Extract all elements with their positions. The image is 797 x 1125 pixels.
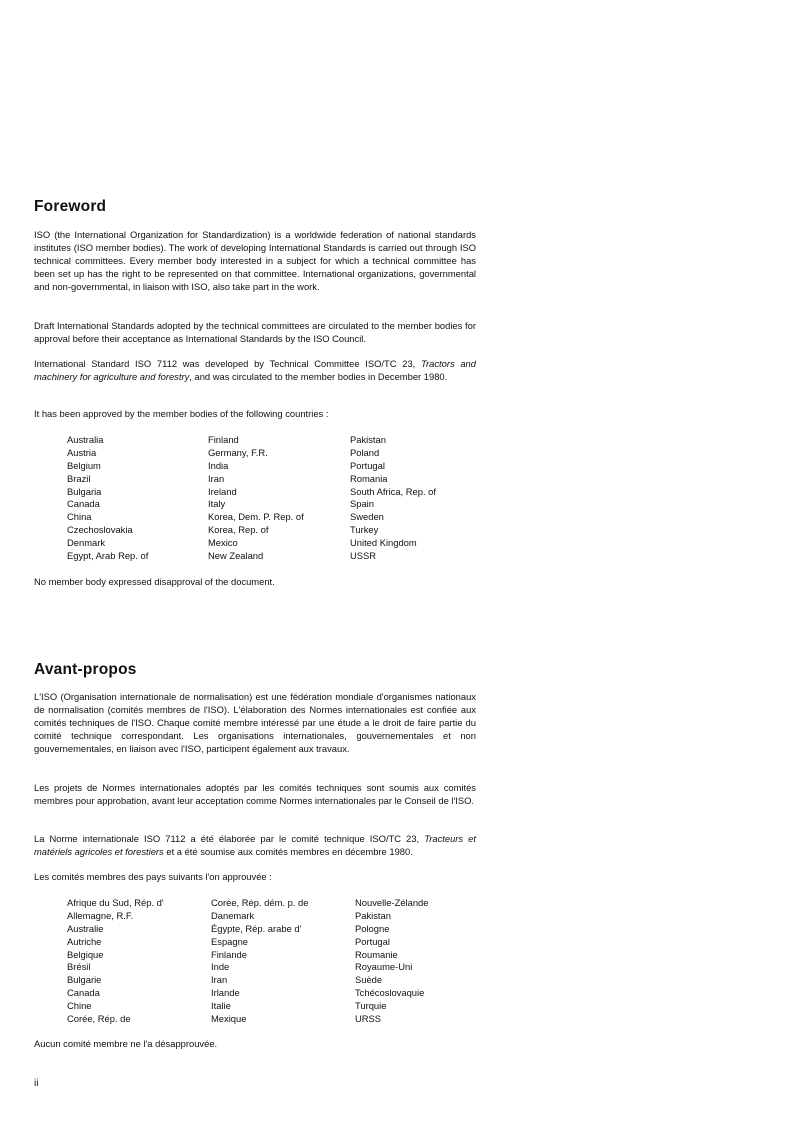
- country-item: Belgium: [67, 459, 101, 471]
- foreword-paragraph-2: Draft International Standards adopted by the technical committees are circulated to the member bodies for approval before their acceptance as International Standards by the ISO Council.: [34, 320, 476, 344]
- country-item: Italy: [208, 498, 226, 510]
- country-item: Turquie: [355, 1000, 387, 1012]
- country-item: Égypte, Rép. arabe d': [211, 922, 302, 934]
- country-item: Brésil: [67, 961, 91, 973]
- country-item: Chine: [67, 1000, 92, 1012]
- country-item: Suède: [355, 974, 383, 986]
- country-item: Tchécoslovaquie: [355, 987, 425, 999]
- foreword-title: Foreword: [34, 198, 107, 215]
- country-item: Korea, Rep. of: [208, 524, 269, 536]
- country-item: Iran: [208, 472, 225, 484]
- country-item: New Zealand: [208, 550, 264, 562]
- country-column: [208, 434, 368, 563]
- country-column: [350, 434, 510, 563]
- avant-propos-paragraph-4: Les comités membres des pays suivants l'on approuvée :: [34, 871, 272, 882]
- country-item: Allemagne, R.F.: [67, 909, 134, 921]
- country-item: URSS: [355, 1013, 382, 1025]
- country-column: [67, 434, 227, 563]
- country-item: Afrique du Sud, Rép. d': [67, 897, 164, 908]
- country-item: Bulgaria: [67, 485, 102, 497]
- country-item: Italie: [211, 1000, 231, 1012]
- avant-propos-paragraph-2: Les projets de Normes internationales adoptés par les comités techniques sont soumis aux comités membres pour approbation, avant leur acceptation comme Normes internationales par le Conseil de l'ISO.: [34, 782, 476, 806]
- foreword-paragraph-1: ISO (the International Organization for Standardization) is a worldwide federation of national standards institutes (ISO member bodies). The work of developing International Standards is carried out through ISO technical committees. Every member body interested in a subject for which a technical committee has been set up has the right to be represented on that committee. International organizations, governmental and non-governmental, in liaison with ISO, also take part in the work.: [34, 229, 476, 292]
- country-column: [211, 897, 371, 1026]
- avant-propos-paragraph-3: La Norme internationale ISO 7112 a été élaborée par le comité technique ISO/TC 23, Tracteurs et matériels agricoles et forestiers et a été soumise aux comités membres en décembre 1980.: [34, 833, 476, 857]
- avant-propos-paragraph-1: L'ISO (Organisation internationale de normalisation) est une fédération mondiale d'organismes nationaux de normalisation (comités membres de l'ISO). L'élaboration des Normes internationales est confiée aux comités techniques de l'ISO. Chaque comité membre intéressé par une étude a le droit de faire partie du comité technique correspondant. Les organisations internationales, gouvernementales et non gouvernementales, en liaison avec l'ISO, participent également aux travaux.: [34, 691, 476, 754]
- country-item: Autriche: [67, 935, 102, 947]
- country-item: Espagne: [211, 935, 249, 947]
- country-item: Pakistan: [355, 909, 391, 921]
- avant-propos-title: Avant-propos: [34, 661, 137, 678]
- country-item: Sweden: [350, 511, 384, 523]
- country-item: Pologne: [355, 922, 390, 934]
- country-item: Ireland: [208, 485, 237, 497]
- country-item: Australia: [67, 434, 104, 445]
- country-item: Iran: [211, 974, 228, 986]
- country-item: Turkey: [350, 524, 379, 536]
- country-item: Germany, F.R.: [208, 446, 268, 458]
- country-item: Canada: [67, 987, 100, 999]
- country-item: United Kingdom: [350, 537, 417, 549]
- country-item: South Africa, Rep. of: [350, 485, 436, 497]
- country-column: [67, 897, 227, 1026]
- foreword-paragraph-4: It has been approved by the member bodies of the following countries :: [34, 408, 329, 419]
- country-item: Bulgarie: [67, 974, 102, 986]
- foreword-paragraph-5: No member body expressed disapproval of the document.: [34, 576, 275, 587]
- country-item: India: [208, 459, 229, 471]
- country-item: Danemark: [211, 909, 255, 921]
- country-item: Poland: [350, 446, 380, 458]
- country-item: Finlande: [211, 948, 247, 960]
- country-item: Austria: [67, 446, 97, 458]
- country-item: Portugal: [355, 935, 390, 947]
- country-item: Mexique: [211, 1013, 247, 1025]
- country-item: Spain: [350, 498, 374, 510]
- country-item: Australie: [67, 922, 104, 934]
- country-item: Inde: [211, 961, 230, 973]
- country-item: Corée, Rép. dém. p. de: [211, 897, 309, 908]
- page-number: ii: [34, 1078, 39, 1089]
- avant-propos-paragraph-5: Aucun comité membre ne l'a désapprouvée.: [34, 1038, 218, 1049]
- country-item: Portugal: [350, 459, 385, 471]
- country-item: Romania: [350, 472, 388, 484]
- country-item: Canada: [67, 498, 100, 510]
- country-item: Belgique: [67, 948, 104, 960]
- country-item: Mexico: [208, 537, 238, 549]
- country-item: Royaume-Uni: [355, 961, 413, 973]
- country-item: Pakistan: [350, 434, 386, 445]
- country-item: China: [67, 511, 92, 523]
- country-item: Egypt, Arab Rep. of: [67, 550, 149, 562]
- foreword-paragraph-3: International Standard ISO 7112 was developed by Technical Committee ISO/TC 23, Tractors and machinery for agriculture and forestry, and was circulated to the member bodies in December 1980.: [34, 358, 476, 382]
- country-item: Czechoslovakia: [67, 524, 133, 536]
- country-item: Irlande: [211, 987, 240, 999]
- country-item: Denmark: [67, 537, 106, 549]
- country-item: USSR: [350, 550, 377, 562]
- country-item: Korea, Dem. P. Rep. of: [208, 511, 304, 523]
- country-item: Finland: [208, 434, 239, 445]
- country-column: [355, 897, 515, 1026]
- country-item: Roumanie: [355, 948, 398, 960]
- country-item: Corée, Rép. de: [67, 1013, 131, 1025]
- country-item: Nouvelle-Zélande: [355, 897, 429, 908]
- country-item: Brazil: [67, 472, 91, 484]
